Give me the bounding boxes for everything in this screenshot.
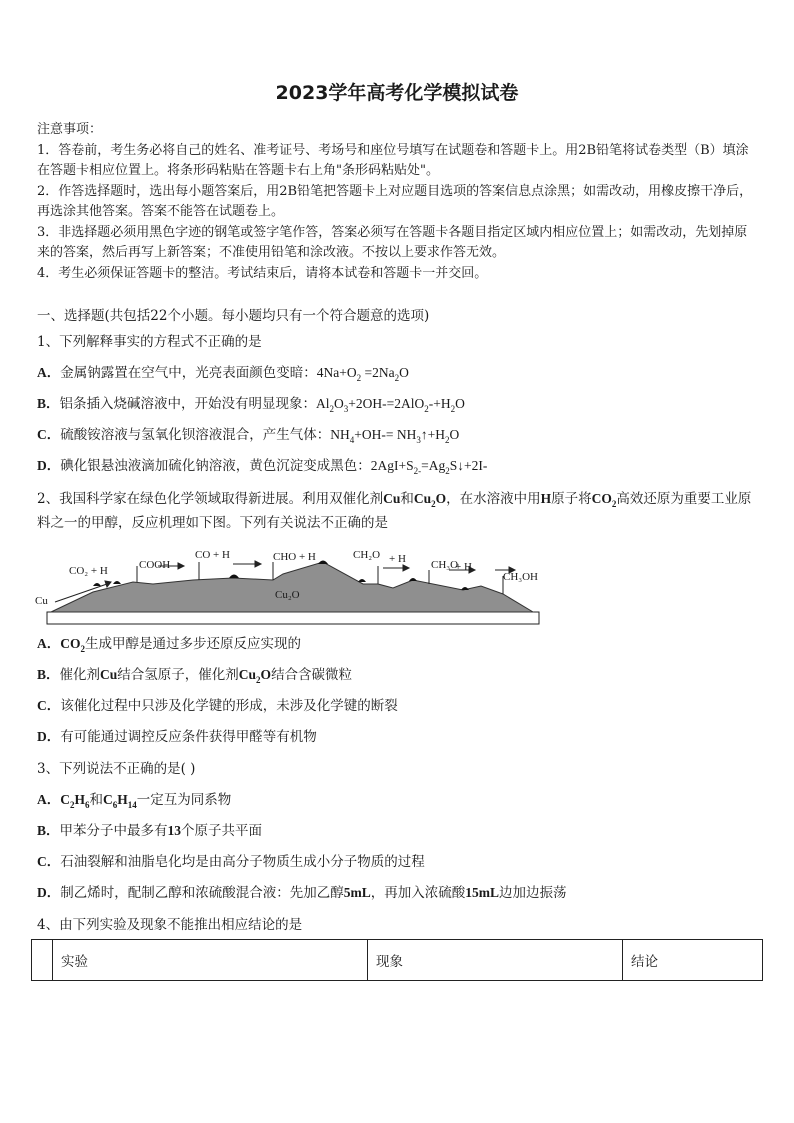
section-heading: 一、选择题(共包括22个小题。每小题均只有一个符合题意的选项) <box>37 308 430 324</box>
formula-cu: Cu <box>383 491 401 506</box>
eq-subscript: 2 <box>445 466 450 476</box>
formula-part: O <box>260 667 272 682</box>
equation <box>316 365 409 383</box>
option-letter: B． <box>37 667 60 682</box>
number: 13 <box>167 823 182 838</box>
formula-part: C <box>60 792 70 807</box>
formula-part: C <box>103 792 113 807</box>
table-cell: 实验 <box>53 940 368 981</box>
eq-part: ↑+H <box>420 427 445 442</box>
formula-part: H <box>74 792 86 807</box>
adsorbed-particle <box>229 575 239 579</box>
option-letter: A． <box>37 636 61 651</box>
formula-part: CO <box>60 636 81 651</box>
equation <box>370 458 488 476</box>
volume: 15mL <box>465 885 499 900</box>
eq-subscript: 3 <box>416 435 421 445</box>
label-ch2o: CH₂O <box>353 549 381 561</box>
label-co2-h: CO₂ + H <box>69 565 108 577</box>
equation <box>330 427 460 445</box>
eq-subscript: 2 <box>450 404 456 414</box>
formula-part: Cu <box>238 667 257 682</box>
option-text: ，再加入浓硫酸 <box>370 885 466 901</box>
label-ch3oh: CH₃OH <box>503 571 539 583</box>
eq-part: NH <box>330 427 350 442</box>
page-title: 2023学年高考化学模拟试卷 <box>275 82 519 104</box>
option-letter: C． <box>37 698 61 713</box>
q4-stem: 4、由下列实验及现象不能推出相应结论的是 <box>37 917 303 933</box>
eq-part: -+H <box>428 396 451 411</box>
label-cu: Cu <box>35 595 48 607</box>
q3-option-a[interactable] <box>37 790 762 810</box>
eq-subscript: 2 <box>356 373 362 383</box>
notes-item: 3．非选择题必须用黑色字迹的钢笔或签字笔作答，答案必须写在答题卡各题目指定区域内相应位置上；如需改动，先划掉原来的答案，然后再写上新答案；不准使用铅笔和涂改液。不按以上要求作答无效。 <box>37 224 748 260</box>
eq-subscript: 2 <box>329 404 335 414</box>
notes-heading: 注意事项： <box>37 122 103 137</box>
table-cell: 现象 <box>368 940 623 981</box>
option-letter: B． <box>37 823 60 838</box>
adsorbed-particle <box>318 561 328 565</box>
eq-part: S↓+2I- <box>449 458 488 473</box>
eq-subscript: 2 <box>394 373 400 383</box>
formula-subscript: 2 <box>431 499 436 509</box>
formula-cu: Cu <box>100 667 118 682</box>
eq-part: O <box>455 396 465 411</box>
option-text: 一定互为同系物 <box>136 792 232 808</box>
eq-part: O <box>449 427 460 442</box>
label-cu2o: Cu₂O <box>275 589 300 601</box>
q3-option-d[interactable] <box>37 883 762 903</box>
formula-co2 <box>591 491 617 509</box>
eq-part: Al <box>316 396 330 411</box>
notes-section <box>37 120 759 284</box>
label-ch3o: CH₃O <box>431 559 459 571</box>
formula-c6h14 <box>103 792 137 810</box>
stem-text: 和 <box>400 491 414 507</box>
q3-stem: 3、下列说法不正确的是( ) <box>37 761 196 777</box>
formula-part: H <box>117 792 128 807</box>
adsorbed-particle <box>358 579 366 582</box>
reaction-mechanism-diagram <box>33 544 541 626</box>
option-text: 金属钠露置在空气中，光亮表面颜色变暗： <box>60 365 317 381</box>
label-cooh: COOH <box>139 559 171 571</box>
option-text: 结合含碳微粒 <box>271 667 353 683</box>
formula-part: CO <box>591 491 612 506</box>
formula-subscript: 2 <box>80 644 85 654</box>
formula-subscript: 2 <box>611 499 617 509</box>
option-text: 碘化银悬浊液滴加硫化钠溶液，黄色沉淀变成黑色： <box>60 458 371 474</box>
option-letter: A． <box>37 792 61 807</box>
label-cho-h: CHO + H <box>273 551 316 563</box>
formula-part: O <box>435 491 447 506</box>
eq-part: +2OH-=2AlO <box>348 396 425 411</box>
option-text: 和 <box>89 792 104 808</box>
option-letter: D． <box>37 885 61 900</box>
option-letter: D． <box>37 458 61 473</box>
option-text: 催化剂 <box>59 667 101 683</box>
q1-option-b[interactable] <box>37 394 762 414</box>
formula <box>60 636 85 654</box>
eq-part: =Ag <box>421 458 446 473</box>
eq-part: O <box>334 396 344 411</box>
notes-item: 1．答卷前，考生务必将自己的姓名、准考证号、考场号和座位号填写在试题卷和答题卡上。用2B铅笔将试卷类型（B）填涂在答题卡相应位置上。将条形码粘贴在答题卡右上角"条形码粘贴处"。 <box>37 142 749 178</box>
stem-text: 原子将 <box>551 491 592 507</box>
q3-option-b[interactable] <box>37 821 762 841</box>
q1-option-a[interactable] <box>37 363 762 383</box>
eq-part: 2AgI+S <box>370 458 414 473</box>
eq-part: +OH-= NH <box>354 427 417 442</box>
adsorbed-particle <box>113 581 121 584</box>
table-header-row <box>32 940 763 981</box>
formula-cu2o <box>413 491 447 509</box>
option-text: 制乙烯时，配制乙醇和浓硫酸混合液：先加乙醇 <box>60 885 344 901</box>
label-co-h: CO + H <box>195 549 230 561</box>
eq-subscript: 2 <box>424 404 429 414</box>
eq-subscript: 4 <box>349 435 355 445</box>
q1-stem: 1、下列解释事实的方程式不正确的是 <box>37 334 262 350</box>
catalyst-base <box>47 612 539 624</box>
stem-text: 高效还原为重要工业原料之一的甲醇，反应机理如下图。下列有关说法不正确的是 <box>37 491 752 531</box>
label-plus-h: + H <box>389 553 406 565</box>
q2-option-a[interactable] <box>37 634 762 654</box>
option-text: 甲苯分子中最多有 <box>59 823 168 839</box>
option-text: 结合氢原子，催化剂 <box>117 667 239 683</box>
table-cell <box>32 940 53 981</box>
option-letter: C． <box>37 854 61 869</box>
formula-subscript: 6 <box>112 800 118 810</box>
equation <box>316 396 465 414</box>
eq-subscript: 2 <box>444 435 450 445</box>
formula-cu2o <box>238 667 272 685</box>
option-text: 该催化过程中只涉及化学键的形成，未涉及化学键的断裂 <box>60 698 398 714</box>
option-text: 铝条插入烧碱溶液中，开始没有明显现象： <box>59 396 317 412</box>
option-text: 个原子共平面 <box>181 823 263 839</box>
label-plus-h: + H <box>455 561 472 573</box>
option-text: 边加边振荡 <box>499 885 567 901</box>
adsorbed-particle <box>461 587 469 590</box>
table-cell: 结论 <box>623 940 763 981</box>
q2-stem <box>37 487 762 535</box>
option-text: 生成甲醇是通过多步还原反应实现的 <box>85 636 301 652</box>
option-letter: A． <box>37 365 61 380</box>
volume: 5mL <box>343 885 371 900</box>
option-text: 有可能通过调控反应条件获得甲醛等有机物 <box>60 729 317 745</box>
q2-option-d[interactable] <box>37 727 762 747</box>
q4-table <box>31 939 763 981</box>
formula-part: Cu <box>413 491 432 506</box>
adsorbed-particle <box>409 578 417 581</box>
option-letter: B． <box>37 396 60 411</box>
adsorbed-particle <box>93 583 101 586</box>
formula-subscript: 6 <box>85 800 90 810</box>
stem-text: 2、我国科学家在绿色化学领域取得新进展。利用双催化剂 <box>37 491 384 507</box>
formula-h: H <box>540 491 552 506</box>
stem-text: ，在水溶液中用 <box>446 491 541 507</box>
option-letter: D． <box>37 729 61 744</box>
notes-item: 2．作答选择题时，选出每小题答案后，用2B铅笔把答题卡上对应题目选项的答案信息点涂黑；如需改动，用橡皮擦干净后，再选涂其他答案。答案不能答在试题卷上。 <box>37 183 753 219</box>
q1-option-c[interactable] <box>37 425 762 445</box>
eq-subscript: 3 <box>343 404 349 414</box>
eq-subscript: 2- <box>413 466 422 476</box>
q2-option-b[interactable] <box>37 665 762 685</box>
formula-c2h6 <box>60 792 90 810</box>
eq-part: 4Na+O <box>316 365 357 380</box>
formula-subscript: 14 <box>127 800 137 810</box>
option-text: 石油裂解和油脂皂化均是由高分子物质生成小分子物质的过程 <box>60 854 425 870</box>
q3-option-c[interactable] <box>37 852 762 872</box>
q2-option-c[interactable] <box>37 696 762 716</box>
option-text: 硫酸铵溶液与氢氧化钡溶液混合，产生气体： <box>60 427 331 443</box>
formula-subscript: 2 <box>70 800 75 810</box>
formula-subscript: 2 <box>256 675 261 685</box>
notes-item: 4．考生必须保证答题卡的整洁。考试结束后，请将本试卷和答题卡一并交回。 <box>37 265 488 281</box>
eq-part: =2Na <box>361 365 395 380</box>
eq-part: O <box>399 365 409 380</box>
option-letter: C． <box>37 427 61 442</box>
q1-option-d[interactable] <box>37 456 762 476</box>
